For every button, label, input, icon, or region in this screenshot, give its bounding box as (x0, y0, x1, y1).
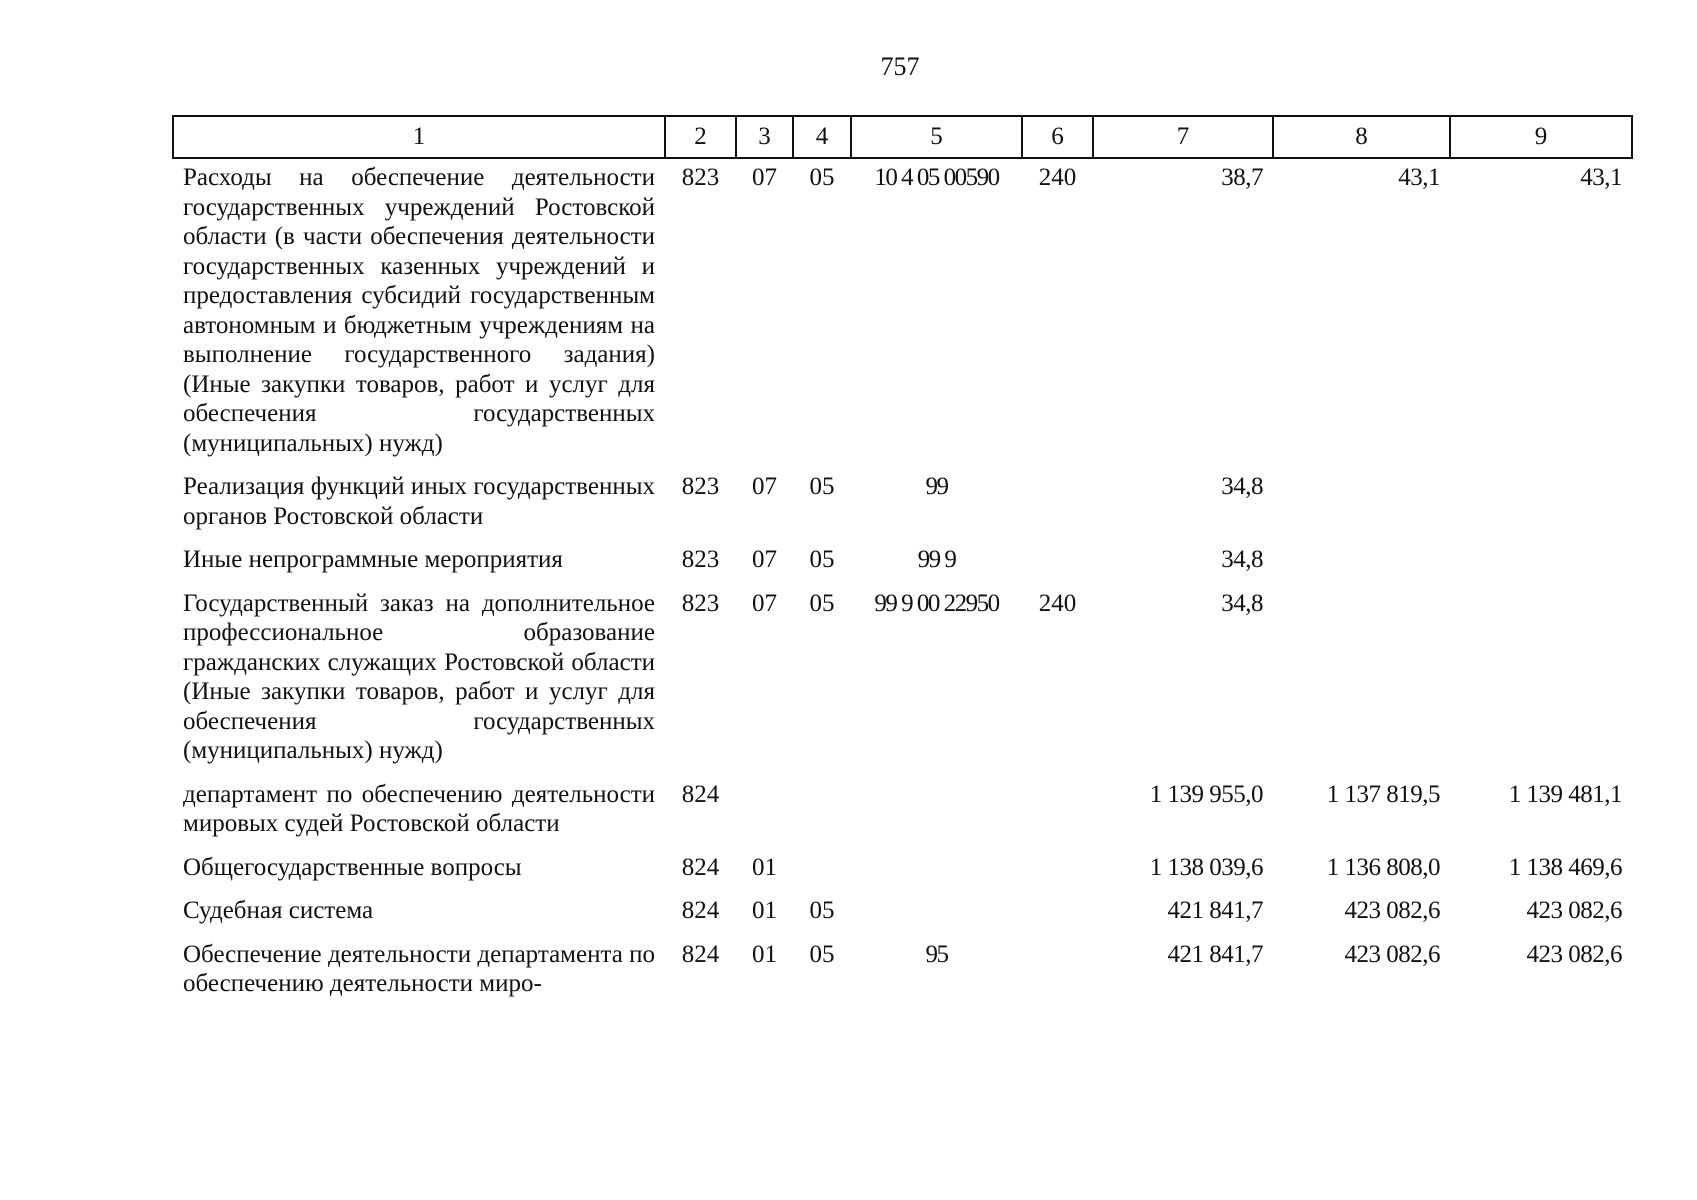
table-row (173, 892, 1632, 936)
target-item-code: 99 9 00 22950 (874, 589, 999, 617)
amount-col-7: 34,8 (1221, 473, 1263, 500)
amount-col-8 (1273, 468, 1450, 541)
expense-type-code: 240 (1038, 589, 1077, 617)
section-code: 01 (752, 853, 777, 881)
amount-col-9 (1450, 585, 1632, 776)
subsection-code: 05 (809, 164, 835, 191)
column-header-4: 4 (793, 116, 851, 158)
amount-col-8: 423 082,6 (1344, 940, 1440, 968)
subsection-code: 05 (809, 940, 835, 968)
table-row (173, 585, 1632, 776)
section-code (736, 776, 793, 849)
target-item-code (851, 892, 1022, 936)
amount-col-8: 423 082,6 (1344, 897, 1440, 924)
subsection-code (793, 776, 851, 849)
ministry-code: 823 (681, 164, 720, 191)
expense-type-code (1022, 849, 1093, 893)
ministry-code: 823 (681, 546, 720, 573)
ministry-code: 824 (681, 853, 720, 881)
table-row (173, 776, 1632, 849)
subsection-code: 05 (809, 546, 835, 573)
page-number: 757 (880, 52, 920, 81)
amount-col-9: 1 138 469,6 (1508, 853, 1622, 881)
target-item-code (851, 849, 1022, 893)
amount-col-8 (1273, 541, 1450, 585)
amount-col-9: 1 139 481,1 (1508, 780, 1622, 808)
column-header-9: 9 (1450, 116, 1632, 158)
section-code: 07 (752, 589, 777, 617)
amount-col-9: 43,1 (1580, 164, 1622, 191)
column-header-7: 7 (1093, 116, 1273, 158)
subsection-code: 05 (809, 897, 835, 924)
amount-col-7: 34,8 (1221, 546, 1263, 573)
table-row (173, 541, 1632, 585)
amount-col-7: 38,7 (1221, 164, 1263, 191)
expense-type-code (1022, 936, 1093, 1009)
row-name: Реализация функций иных государственных органов Ростовской области (183, 473, 655, 530)
table-row (173, 468, 1632, 541)
section-code: 07 (752, 473, 777, 500)
amount-col-8: 1 137 819,5 (1326, 780, 1440, 808)
target-item-code (851, 776, 1022, 849)
subsection-code: 05 (809, 589, 835, 617)
target-item-code: 99 (925, 473, 948, 500)
column-header-8: 8 (1273, 116, 1450, 158)
amount-col-8 (1273, 585, 1450, 776)
header-row (173, 116, 1632, 158)
expense-type-code (1022, 541, 1093, 585)
column-header-3: 3 (736, 116, 793, 158)
expense-type-code (1022, 468, 1093, 541)
ministry-code: 824 (681, 897, 720, 924)
row-name: Расходы на обеспечение деятельности государственных учреждений Ростовской области (в части обеспечения деятельности государственных казенных учреждений и предоставления субсидий государственным автономным и бюджетным учреждениям на выполнение государственного задания) (Иные закупки товаров, работ и услуг для обеспечения государственных (муниципальных) нужд) (183, 164, 655, 457)
budget-table (172, 115, 1633, 1009)
column-header-5: 5 (851, 116, 1022, 158)
subsection-code (793, 849, 851, 893)
expense-type-code: 240 (1038, 164, 1077, 191)
target-item-code: 10 4 05 00590 (874, 164, 999, 191)
table-row (173, 936, 1632, 1009)
table-row (173, 158, 1632, 468)
expense-type-code (1022, 892, 1093, 936)
row-name: Судебная система (183, 897, 374, 924)
row-name: Обеспечение деятельности департамента по обеспечению деятельности миро- (183, 940, 655, 997)
row-name: Иные непрограммные мероприятия (183, 546, 563, 573)
column-header-2: 2 (665, 116, 736, 158)
amount-col-8: 43,1 (1398, 164, 1440, 191)
target-item-code: 95 (925, 940, 948, 968)
amount-col-7: 421 841,7 (1167, 940, 1263, 968)
amount-col-9: 423 082,6 (1526, 897, 1622, 924)
column-header-1: 1 (173, 116, 665, 158)
row-name: Общегосударственные вопросы (183, 853, 522, 881)
row-name: Государственный заказ на дополнительное профессиональное образование гражданских служащих Ростовской области (Иные закупки товаров, работ и услуг для обеспечения государственных (муниципальных) нужд) (183, 589, 655, 764)
amount-col-7: 1 138 039,6 (1149, 853, 1263, 881)
ministry-code: 823 (681, 589, 720, 617)
expense-type-code (1022, 776, 1093, 849)
section-code: 07 (752, 546, 777, 573)
amount-col-7: 1 139 955,0 (1149, 780, 1263, 808)
section-code: 01 (752, 897, 777, 924)
ministry-code: 824 (681, 780, 720, 808)
amount-col-8: 1 136 808,0 (1326, 853, 1440, 881)
section-code: 01 (752, 940, 777, 968)
column-header-6: 6 (1022, 116, 1093, 158)
amount-col-7: 34,8 (1221, 589, 1263, 617)
amount-col-9: 423 082,6 (1526, 940, 1622, 968)
amount-col-9 (1450, 541, 1632, 585)
ministry-code: 823 (681, 473, 720, 500)
section-code: 07 (752, 164, 777, 191)
amount-col-7: 421 841,7 (1167, 897, 1263, 924)
ministry-code: 824 (681, 940, 720, 968)
target-item-code: 99 9 (917, 546, 956, 573)
row-name: департамент по обеспечению деятельности мировых судей Ростовской области (183, 780, 655, 837)
amount-col-9 (1450, 468, 1632, 541)
table-row (173, 849, 1632, 893)
subsection-code: 05 (809, 473, 835, 500)
